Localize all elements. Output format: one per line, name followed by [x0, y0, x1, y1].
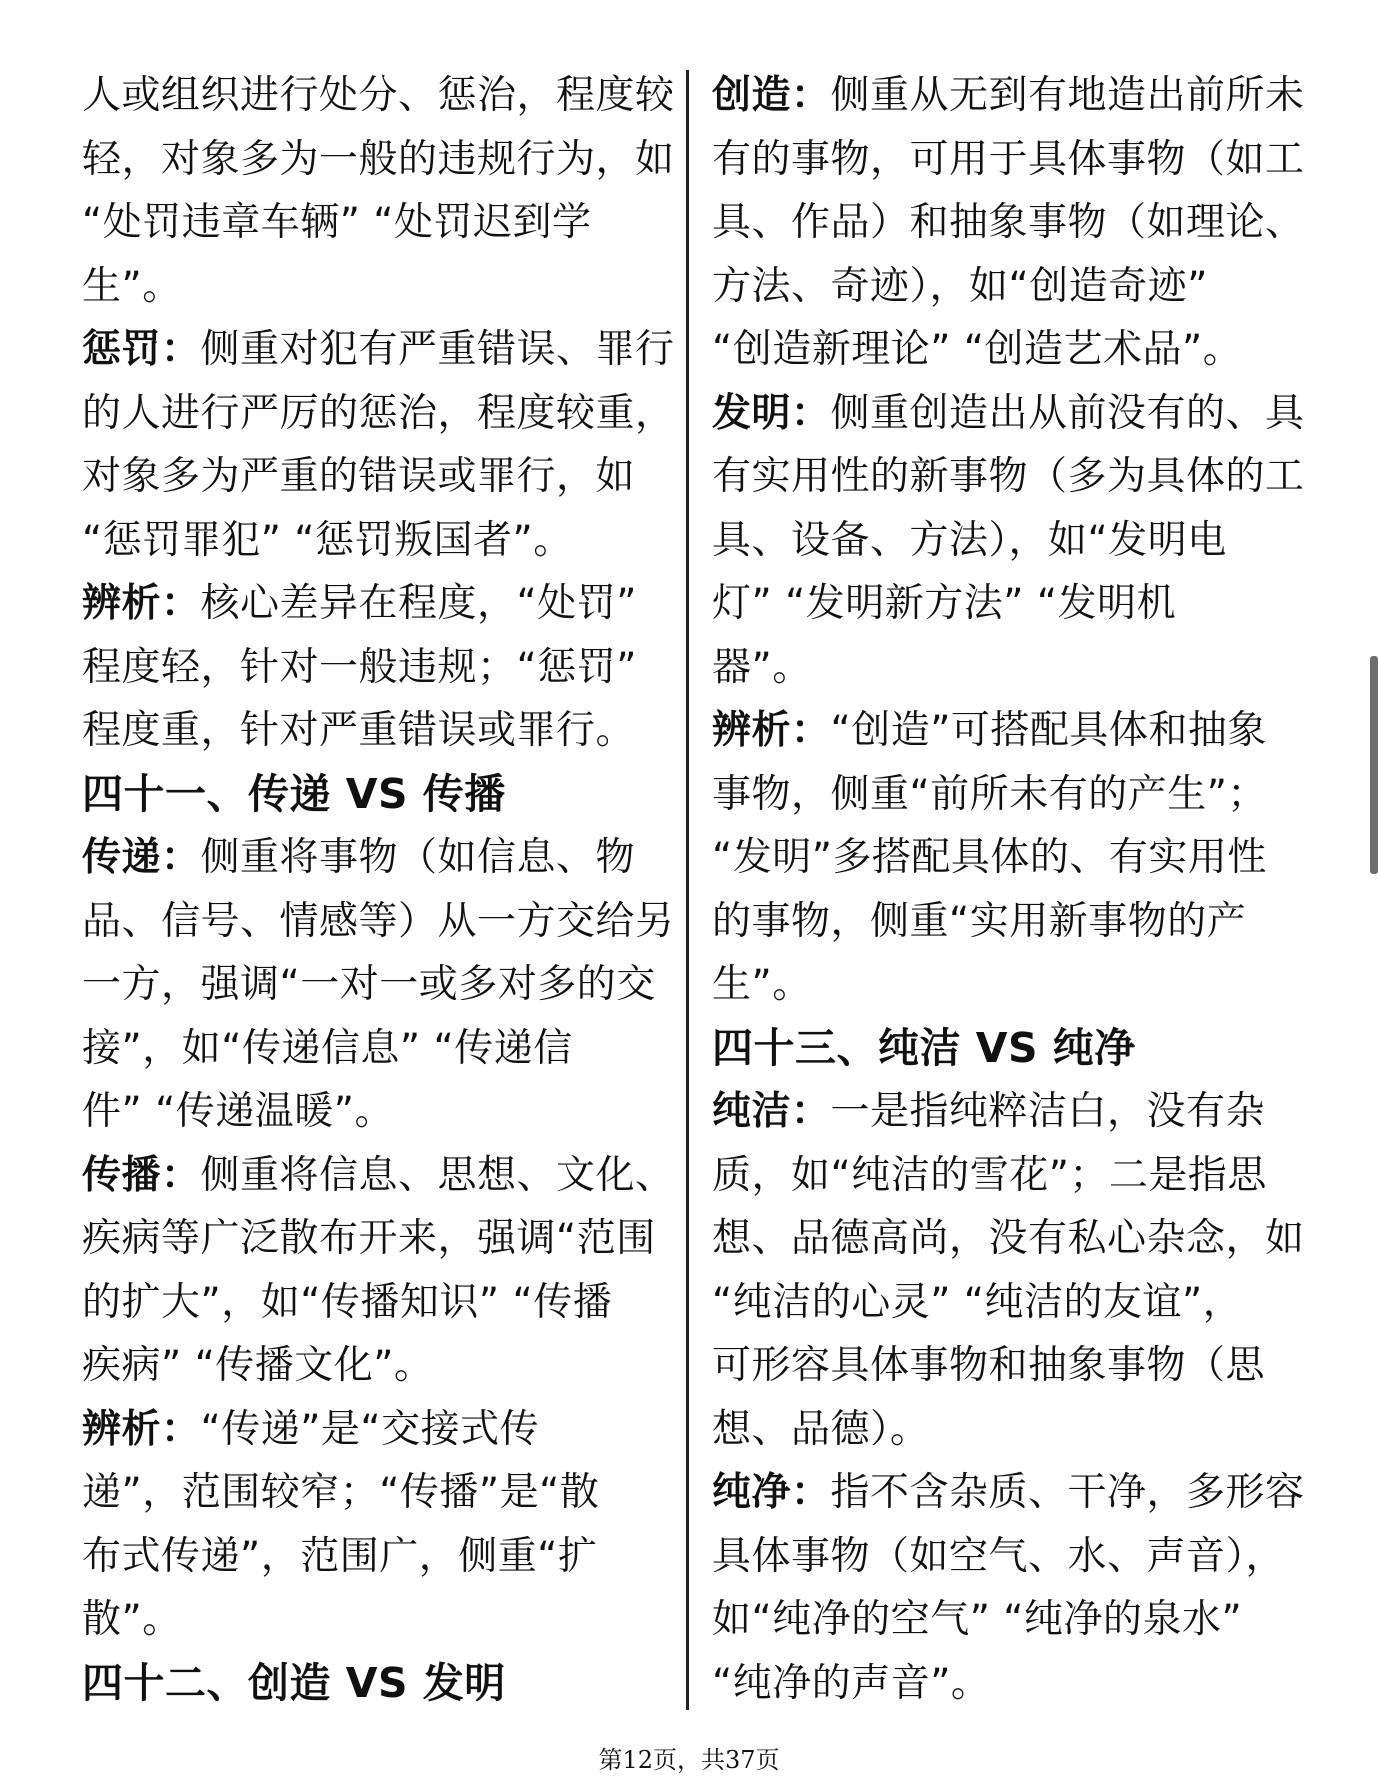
text-line: 有实用性的新事物（多为具体的工 — [712, 454, 1305, 499]
text-line: “纯洁的心灵” “纯洁的友谊”， — [712, 1279, 1243, 1325]
term-label: 传播： — [82, 1152, 201, 1198]
term-label: 辨析： — [82, 581, 201, 626]
term-label: 辨析： — [82, 1406, 201, 1452]
definition-line — [712, 1080, 1286, 1144]
term-label: 纯洁： — [712, 1089, 831, 1134]
right-column — [712, 64, 1305, 1715]
definition-text: 侧重将信息、思想、文化、 — [200, 1152, 675, 1198]
text-line: “创造新理论” “创造艺术品”。 — [712, 327, 1243, 372]
text-line: 方法、奇迹），如“创造奇迹” — [712, 263, 1208, 309]
text-line: 器”。 — [712, 644, 812, 690]
term-label: 惩罚： — [82, 327, 201, 372]
definition-line — [712, 382, 1305, 446]
definition-line — [712, 699, 1286, 763]
definition-line — [82, 318, 675, 382]
text-line: 对象多为严重的错误或罪行，如 — [82, 454, 636, 499]
definition-text: 核心差异在程度，“处罚” — [200, 581, 637, 626]
text-line: 生”。 — [82, 263, 182, 309]
text-line: 布式传递”，范围广，侧重“扩 — [82, 1533, 598, 1579]
text-line: 事物，侧重“前所未有的产生”； — [712, 771, 1267, 817]
definition-line — [82, 1398, 654, 1462]
definition-text: 侧重对犯有严重错误、罪行 — [200, 327, 675, 372]
text-line: 轻，对象多为一般的违规行为，如 — [82, 136, 675, 182]
term-label: 发明： — [712, 390, 831, 436]
definition-line — [712, 64, 1305, 128]
text-line: 的人进行严厉的惩治，程度较重， — [82, 390, 675, 436]
text-line: 递”，范围较窄；“传播”是“散 — [82, 1470, 600, 1515]
term-label: 创造： — [712, 73, 831, 118]
definition-line — [712, 1461, 1305, 1525]
page-number-footer: 第12页，共37页 — [598, 1746, 780, 1774]
text-line: 程度重，针对严重错误或罪行。 — [82, 708, 636, 753]
section-heading: 四十一、传递 VS 传播 — [82, 769, 506, 818]
text-line: 灯” “发明新方法” “发明机 — [712, 581, 1177, 626]
scrollbar-thumb[interactable] — [1370, 656, 1378, 874]
text-line: “纯净的声音”。 — [712, 1660, 991, 1706]
definition-text: 侧重创造出从前没有的、具 — [830, 390, 1305, 436]
definition-text: 侧重从无到有地造出前所未 — [830, 73, 1305, 118]
section-heading: 四十二、创造 VS 发明 — [82, 1658, 506, 1707]
text-line: 散”。 — [82, 1597, 182, 1642]
text-line: 想、品德）。 — [712, 1406, 930, 1452]
definition-text: “创造”可搭配具体和抽象 — [830, 708, 1267, 753]
text-line: 疾病” “传播文化”。 — [82, 1343, 434, 1388]
definition-text: 一是指纯粹洁白，没有杂 — [830, 1089, 1266, 1134]
text-line: 人或组织进行处分、惩治，程度较 — [82, 73, 675, 118]
text-line: 一方，强调“一对一或多对多的交 — [82, 962, 656, 1007]
text-line: 疾病等广泛散布开来，强调“范围 — [82, 1216, 656, 1261]
definition-line — [82, 826, 654, 890]
text-line: 如“纯净的空气” “纯净的泉水” — [712, 1597, 1243, 1642]
term-label: 辨析： — [712, 708, 831, 753]
term-label: 纯净： — [712, 1470, 831, 1515]
text-line: 具体事物（如空气、水、声音）， — [712, 1533, 1286, 1579]
section-heading: 四十三、纯洁 VS 纯净 — [712, 1023, 1136, 1072]
text-line: 质，如“纯洁的雪花”；二是指思 — [712, 1152, 1267, 1198]
text-line: 品、信号、情感等）从一方交给另 — [82, 898, 675, 944]
text-line: 可形容具体事物和抽象事物（思 — [712, 1343, 1266, 1388]
definition-line — [82, 1144, 675, 1208]
text-line: 具、作品）和抽象事物（如理论、 — [712, 200, 1305, 245]
definition-line — [82, 572, 654, 636]
definition-text: 侧重将事物（如信息、物 — [200, 835, 636, 880]
text-line: 想、品德高尚，没有私心杂念，如 — [712, 1216, 1305, 1261]
left-column — [82, 64, 675, 1715]
text-line: “发明”多搭配具体的、有实用性 — [712, 835, 1267, 880]
definition-text: “传递”是“交接式传 — [200, 1406, 540, 1452]
text-line: 具、设备、方法），如“发明电 — [712, 517, 1227, 563]
text-line: 生”。 — [712, 962, 812, 1007]
text-line: 的事物，侧重“实用新事物的产 — [712, 898, 1247, 944]
text-line: 有的事物，可用于具体事物（如工 — [712, 136, 1305, 182]
text-line: “惩罚罪犯” “惩罚叛国者”。 — [82, 517, 573, 563]
text-line: 接”，如“传递信息” “传递信 — [82, 1025, 573, 1071]
column-divider — [686, 70, 689, 1710]
text-line: 件” “传递温暖”。 — [82, 1089, 395, 1134]
term-label: 传递： — [82, 835, 201, 880]
text-line: 的扩大”，如“传播知识” “传播 — [82, 1279, 613, 1325]
text-line: “处罚违章车辆” “处罚迟到学 — [82, 200, 592, 245]
definition-text: 指不含杂质、干净，多形容 — [830, 1470, 1305, 1515]
text-line: 程度轻，针对一般违规；“惩罚” — [82, 644, 637, 690]
